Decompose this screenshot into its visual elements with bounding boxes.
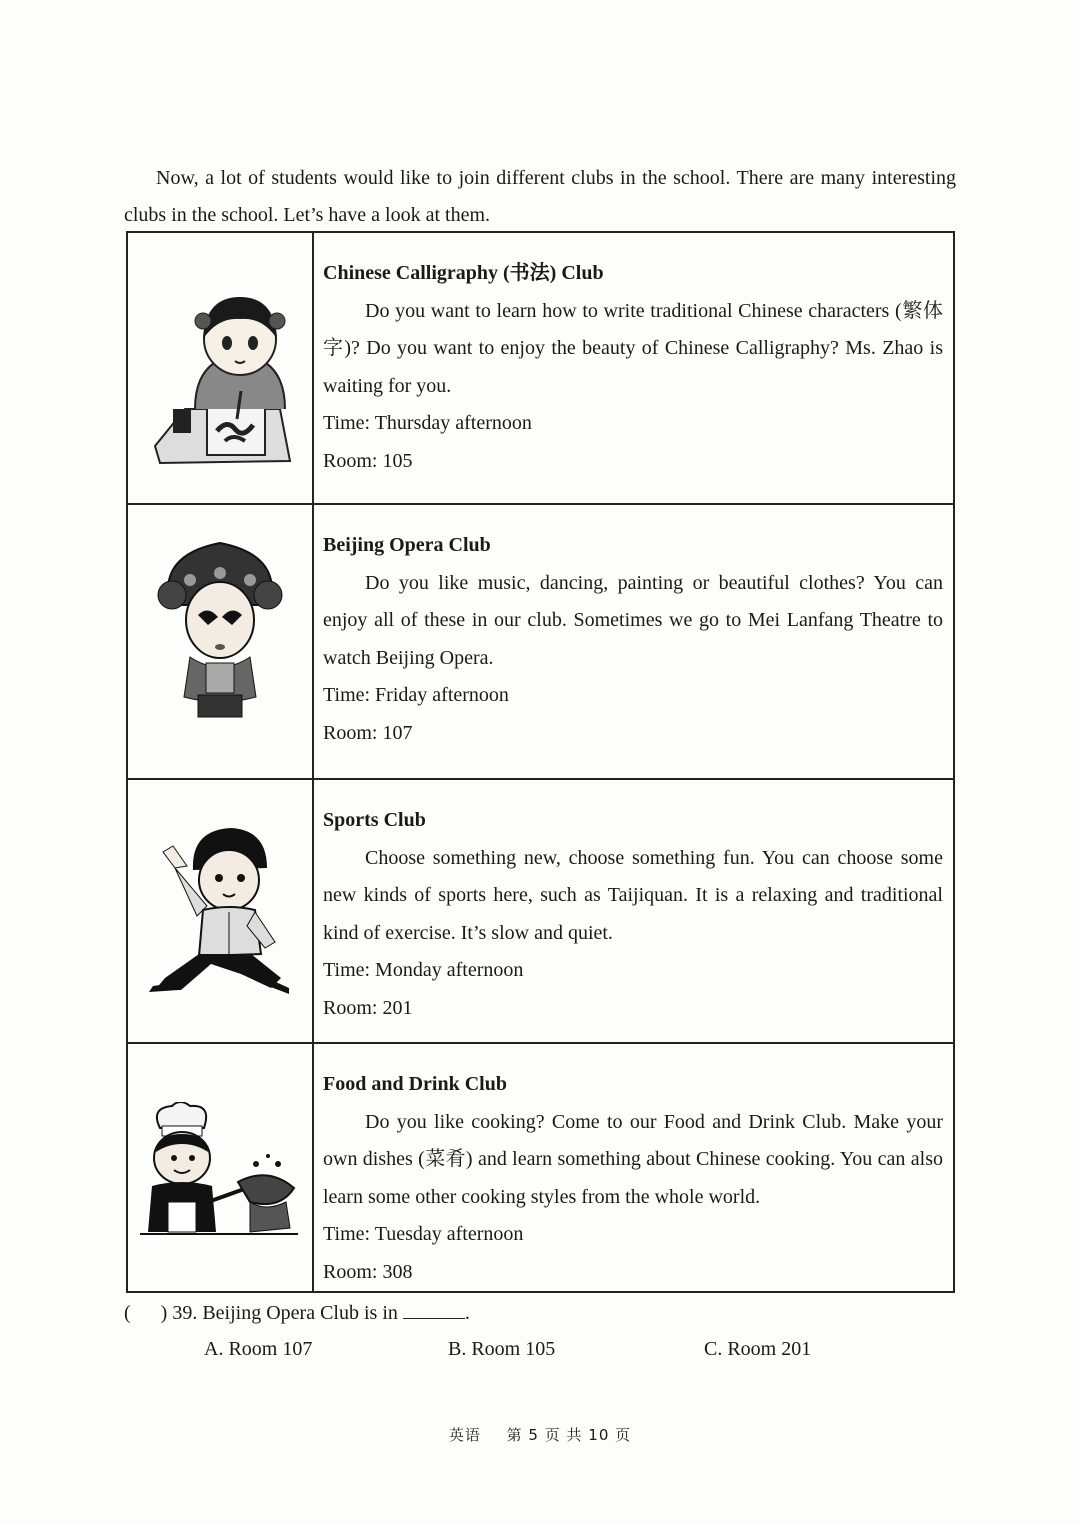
club-time: Time: Friday afternoon <box>323 684 509 706</box>
club-picture-cell <box>127 232 313 504</box>
intro-paragraph <box>124 160 956 234</box>
club-info-cell <box>313 232 954 504</box>
clubs-table <box>126 231 955 1293</box>
club-picture-cell <box>127 1043 313 1292</box>
club-room: Room: 201 <box>323 996 413 1019</box>
club-info-cell <box>313 1043 954 1292</box>
club-info-cell <box>313 779 954 1043</box>
option-c[interactable]: C. Room 201 <box>704 1338 812 1360</box>
club-title: Beijing Opera Club <box>323 534 491 556</box>
table-row <box>127 504 954 779</box>
chef-cooking-icon <box>138 1102 302 1242</box>
answer-paren-close: ) <box>160 1302 168 1324</box>
footer-page-number: 第 5 页 共 10 页 <box>506 1426 632 1444</box>
club-room: Room: 105 <box>323 449 413 472</box>
intro-text: Now, a lot of students would like to join different clubs in the school. There are many interesting clubs in the school. Let’s have a look at them. <box>124 167 956 226</box>
club-time: Time: Tuesday afternoon <box>323 1223 524 1245</box>
taijiquan-boy-icon <box>145 828 295 998</box>
club-title: Sports Club <box>323 809 426 831</box>
club-time: Time: Monday afternoon <box>323 959 524 981</box>
opera-performer-icon <box>150 535 290 725</box>
option-b[interactable]: B. Room 105 <box>448 1338 556 1360</box>
question-39 <box>124 1300 470 1325</box>
club-picture-cell <box>127 779 313 1043</box>
page-footer <box>0 1424 1080 1445</box>
club-description: Choose something new, choose something fun. You can choose some new kinds of sports here, such as Taijiquan. It is a relaxing and traditional kind of exercise. It’s slow and quiet. <box>323 846 943 944</box>
club-title: Chinese Calligraphy (书法) Club <box>323 262 604 284</box>
club-info-cell <box>313 504 954 779</box>
club-description: Do you like music, dancing, painting or beautiful clothes? You can enjoy all of these in our club. Sometimes we go to Mei Lanfang Theatre to watch Beijing Opera. <box>323 571 943 669</box>
table-row <box>127 779 954 1043</box>
answer-blank[interactable] <box>403 1300 465 1319</box>
table-row <box>127 232 954 504</box>
club-picture-cell <box>127 504 313 779</box>
club-time: Time: Thursday afternoon <box>323 412 532 434</box>
club-room: Room: 308 <box>323 1260 413 1283</box>
answer-paren-open: ( <box>124 1302 131 1324</box>
club-title: Food and Drink Club <box>323 1073 507 1095</box>
table-row <box>127 1043 954 1292</box>
club-room: Room: 107 <box>323 721 413 744</box>
calligraphy-girl-icon <box>145 291 295 481</box>
footer-subject: 英语 <box>448 1426 481 1444</box>
club-description: Do you like cooking? Come to our Food and Drink Club. Make your own dishes (菜肴) and learn something about Chinese cooking. You can also learn some other cooking styles from the whole world. <box>323 1110 943 1208</box>
club-description: Do you want to learn how to write traditional Chinese characters (繁体字)? Do you want to enjoy the beauty of Chinese Calligraphy? Ms. Zhao is waiting for you. <box>323 299 943 397</box>
question-end: . <box>464 1302 470 1324</box>
question-text: 39. Beijing Opera Club is in <box>172 1302 398 1324</box>
option-a[interactable]: A. Room 107 <box>204 1338 313 1360</box>
